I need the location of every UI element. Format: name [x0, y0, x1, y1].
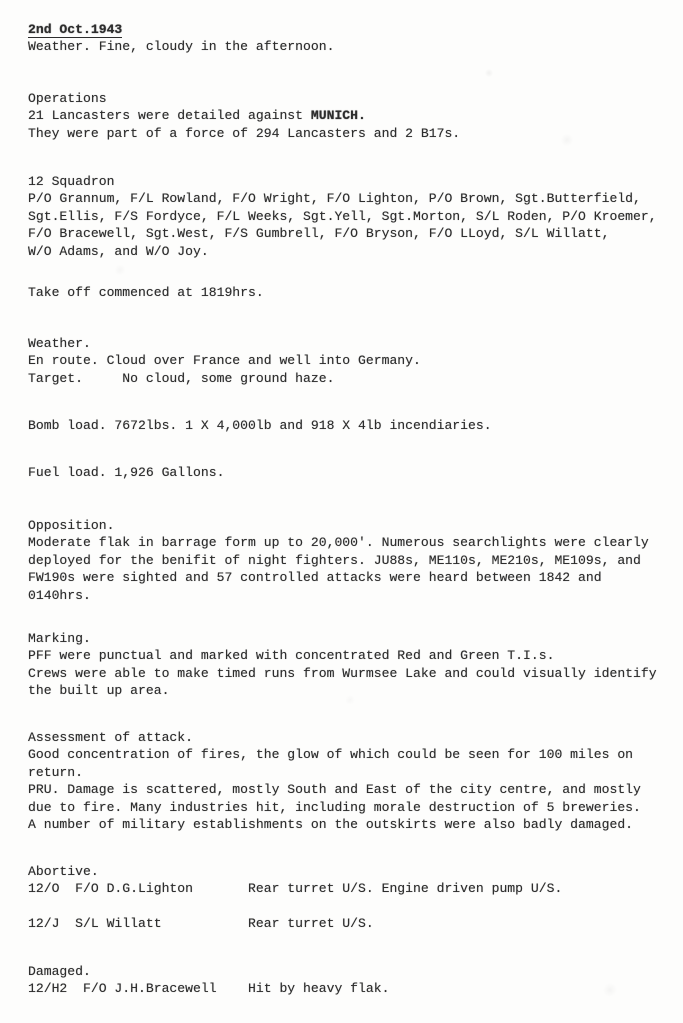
text-segment: W/O Adams, and W/O Joy. — [28, 243, 209, 259]
text-line — [28, 898, 562, 915]
text-line — [28, 534, 649, 551]
section-marking — [28, 630, 657, 700]
text-segment: 12 Squadron — [28, 174, 115, 189]
text-line — [28, 417, 492, 434]
text-segment: 21 Lancasters were detailed against — [28, 108, 311, 124]
text-segment: FW190s were sighted and 57 controlled attacks were heard between 1842 and — [28, 570, 602, 586]
text-line — [28, 665, 657, 682]
section-weather-route — [28, 335, 421, 387]
text-line — [28, 208, 657, 225]
text-line — [28, 963, 389, 980]
text-line — [28, 370, 421, 387]
text-segment: 12/J S/L Willatt Rear turret U/S. — [28, 916, 374, 932]
text-line — [28, 799, 641, 816]
text-line — [28, 335, 421, 352]
text-segment: Good concentration of fires, the glow of which could be seen for 100 miles on — [28, 747, 634, 763]
text-line — [28, 552, 649, 569]
text-line — [28, 190, 657, 207]
text-line — [28, 243, 657, 260]
text-line — [28, 90, 460, 107]
text-segment: Sgt.Ellis, F/S Fordyce, F/L Weeks, Sgt.Yell, Sgt.Morton, S/L Roden, P/O Kroemer, — [28, 208, 657, 224]
text-segment: MUNICH. — [310, 108, 366, 124]
section-bomb-load — [28, 417, 492, 434]
section-squadron — [28, 173, 657, 260]
text-segment: 12/H2 F/O J.H.Bracewell Hit by heavy flak. — [28, 981, 390, 997]
section-takeoff — [28, 284, 264, 301]
text-segment: the built up area. — [28, 683, 170, 699]
text-segment: Weather. — [28, 336, 91, 351]
text-segment: Bomb load. 7672lbs. 1 X 4,000lb and 918 X 4lb incendiaries. — [28, 418, 492, 433]
text-line — [28, 225, 657, 242]
section-opposition — [28, 517, 649, 604]
text-line — [28, 980, 389, 997]
text-line — [28, 729, 641, 746]
text-segment: They were part of a force of 294 Lancasters and 2 B17s. — [28, 125, 461, 141]
text-line — [28, 587, 649, 604]
section-damaged — [28, 963, 389, 998]
text-line — [28, 915, 562, 932]
text-line — [28, 125, 460, 142]
text-line — [28, 647, 657, 664]
text-segment: Crews were able to make timed runs from Wurmsee Lake and could visually identify — [28, 665, 657, 681]
text-line — [28, 764, 641, 781]
text-line — [28, 630, 657, 647]
text-segment: Opposition. — [28, 518, 115, 533]
text-line — [28, 107, 460, 124]
text-line — [28, 682, 657, 699]
text-segment: deployed for the benifit of night fighters. JU88s, ME110s, ME210s, ME109s, and — [28, 552, 641, 568]
section-fuel-load — [28, 464, 224, 481]
text-segment: Take off commenced at 1819hrs. — [28, 285, 264, 300]
text-segment: F/O Bracewell, Sgt.West, F/S Gumbrell, F/O Bryson, F/O LLoyd, S/L Willatt, — [28, 226, 610, 242]
text-segment: Target. No cloud, some ground haze. — [28, 370, 335, 386]
section-abortive — [28, 863, 562, 933]
text-line — [28, 21, 334, 38]
text-segment: PFF were punctual and marked with concentrated Red and Green T.I.s. — [28, 648, 555, 664]
text-line — [28, 863, 562, 880]
text-segment: Moderate flak in barrage form up to 20,000'. Numerous searchlights were clearly — [28, 535, 649, 551]
text-segment: Operations — [28, 91, 107, 106]
text-segment: 0140hrs. — [28, 587, 91, 603]
text-line — [28, 816, 641, 833]
text-line — [28, 781, 641, 798]
text-segment: En route. Cloud over France and well into Germany. — [28, 353, 421, 369]
text-segment: Weather. Fine, cloudy in the afternoon. — [28, 39, 335, 55]
text-segment: 12/O F/O D.G.Lighton Rear turret U/S. Engine driven pump U/S. — [28, 881, 563, 897]
text-segment: Abortive. — [28, 864, 99, 879]
text-segment: A number of military establishments on the outskirts were also badly damaged. — [28, 816, 634, 832]
text-line — [28, 517, 649, 534]
text-line — [28, 880, 562, 897]
text-segment: PRU. Damage is scattered, mostly South and East of the city centre, and mostly — [28, 782, 641, 798]
section-date-weather — [28, 21, 334, 56]
text-segment: 2nd Oct.1943 — [28, 22, 123, 37]
text-line — [28, 173, 657, 190]
text-line — [28, 38, 334, 55]
text-line — [28, 746, 641, 763]
text-line — [28, 569, 649, 586]
text-segment: Fuel load. 1,926 Gallons. — [28, 465, 225, 480]
text-segment: due to fire. Many industries hit, including morale destruction of 5 breweries. — [28, 799, 641, 815]
text-line — [28, 284, 264, 301]
section-assessment — [28, 729, 641, 833]
section-operations — [28, 90, 460, 142]
text-segment: Damaged. — [28, 964, 91, 979]
text-line — [28, 352, 421, 369]
text-segment: return. — [28, 764, 84, 780]
text-segment: Assessment of attack. — [28, 730, 194, 745]
text-segment: Marking. — [28, 631, 91, 646]
text-segment: P/O Grannum, F/L Rowland, F/O Wright, F/O Lighton, P/O Brown, Sgt.Butterfield, — [28, 191, 641, 207]
text-line — [28, 464, 224, 481]
